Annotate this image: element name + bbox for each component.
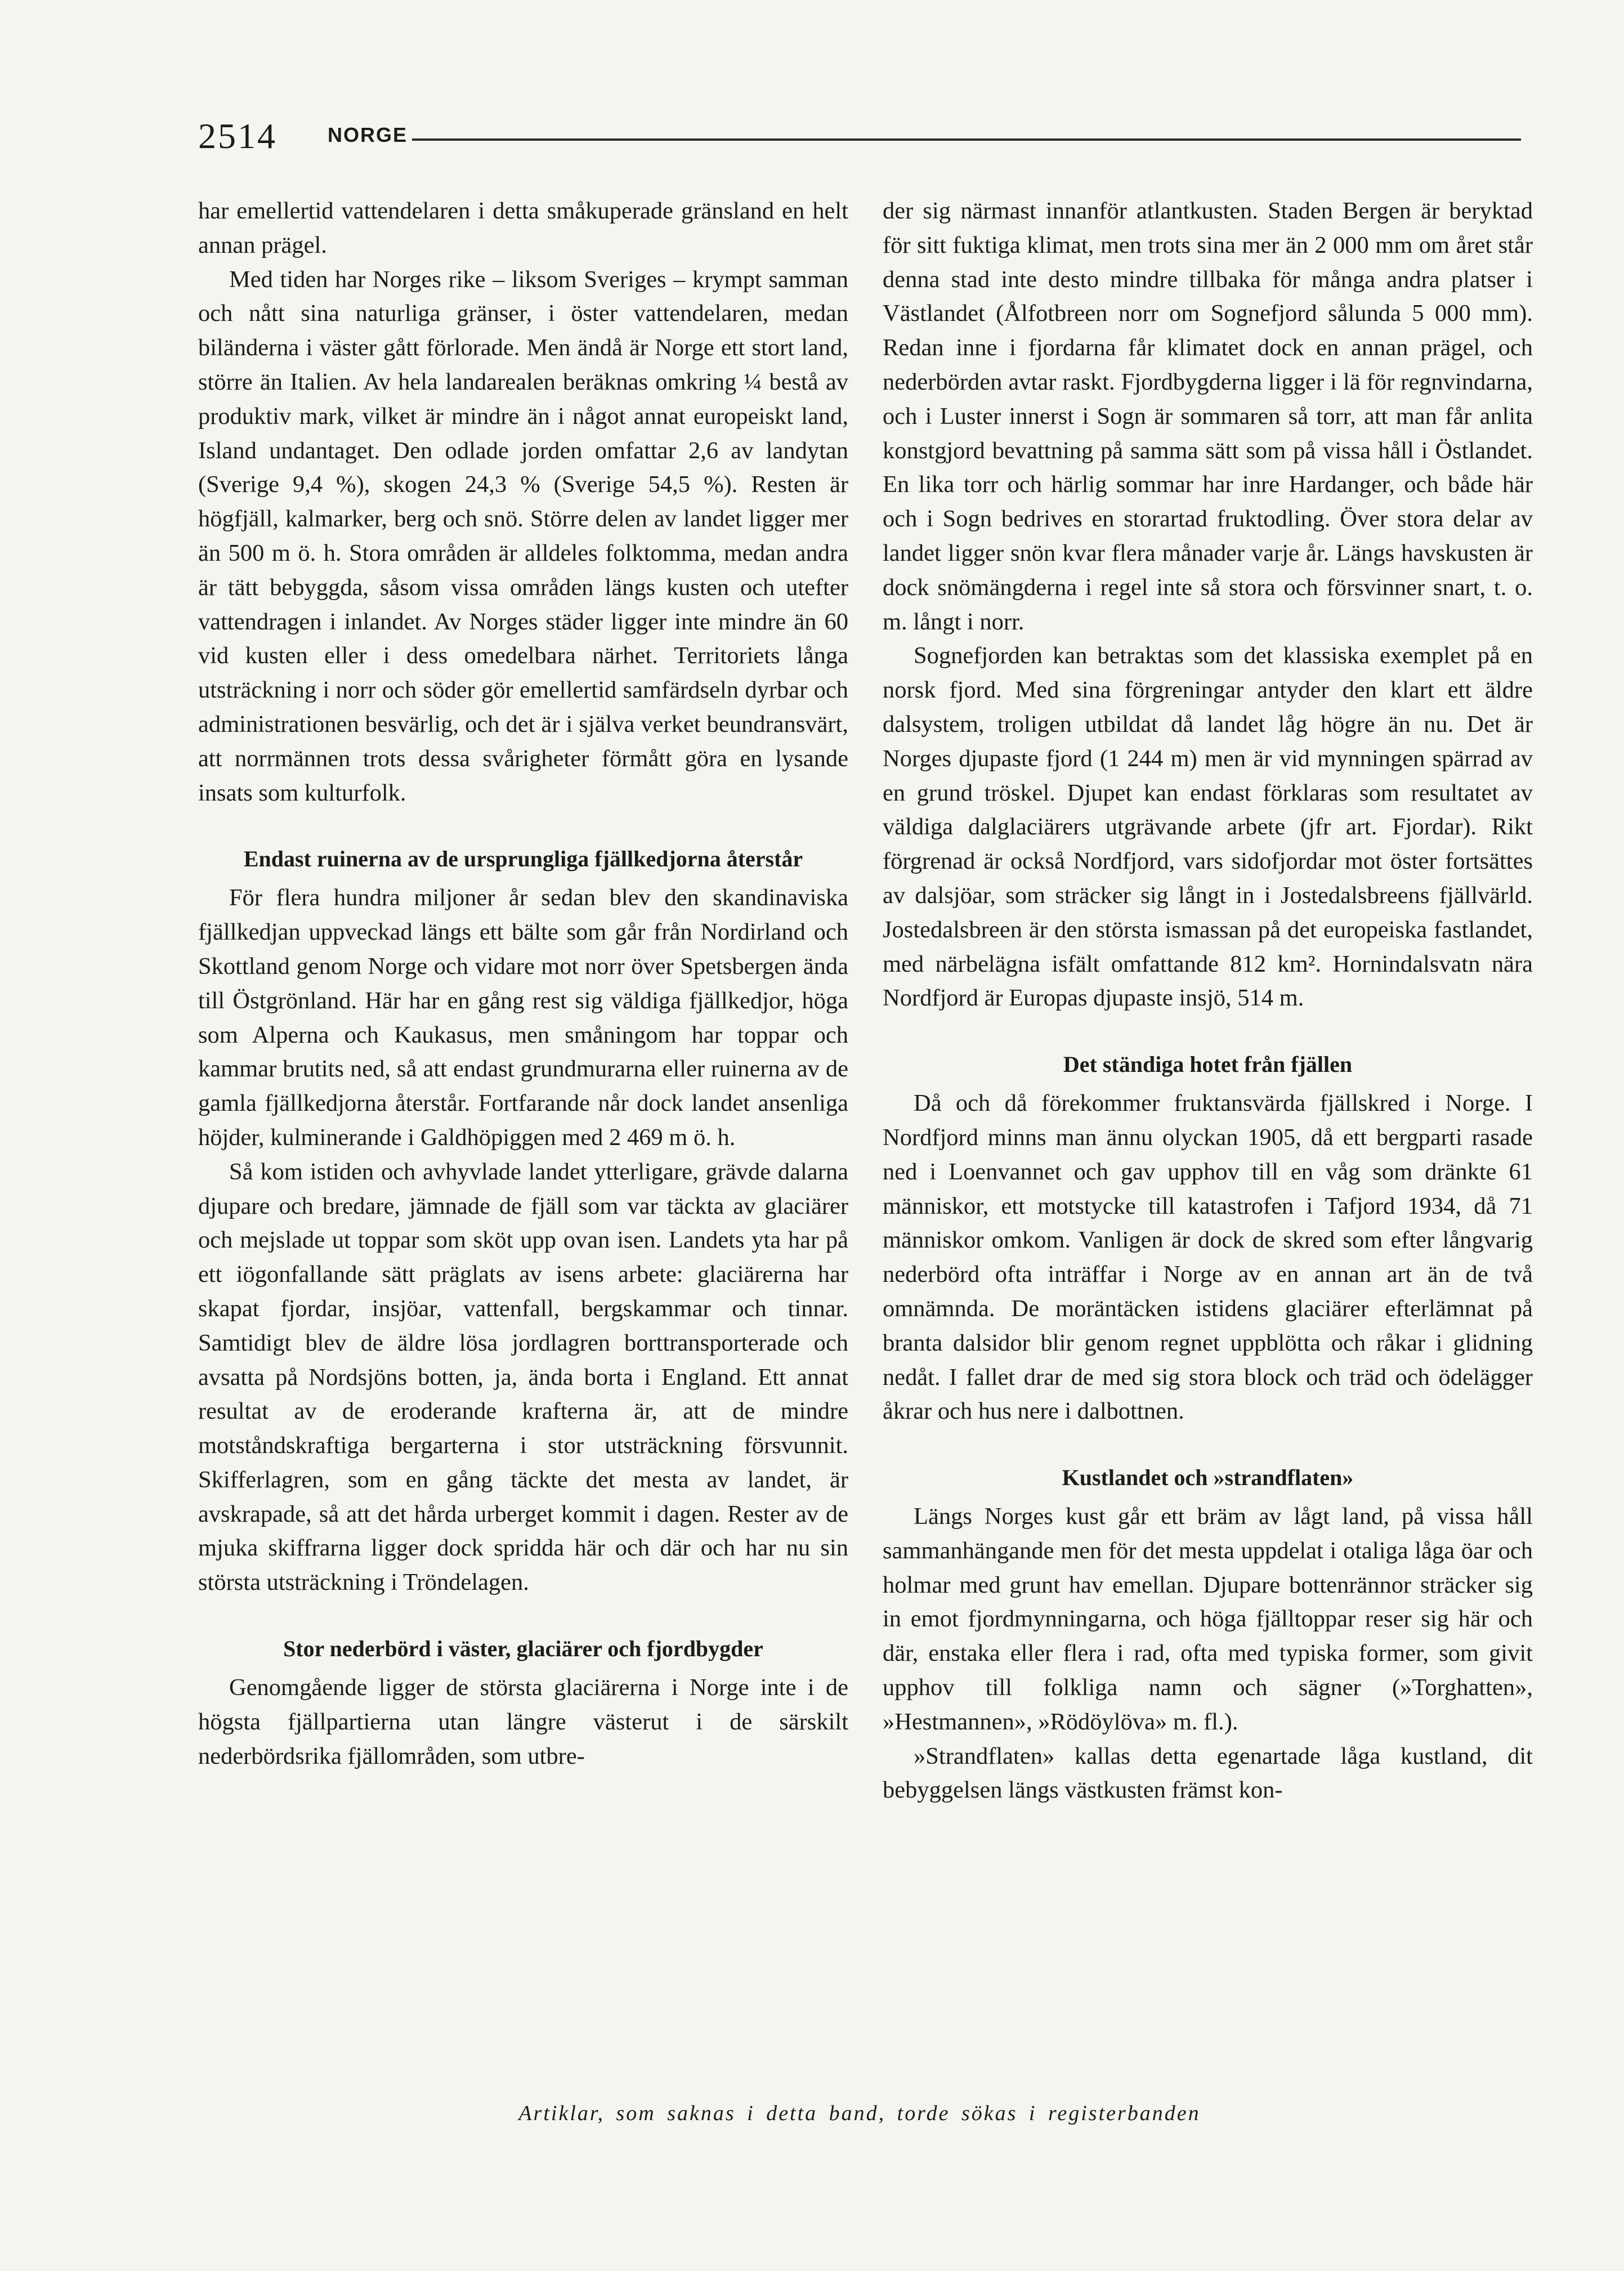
section-heading: Det ständiga hotet från fjällen [1063,1052,1353,1078]
left-column [198,194,848,1773]
paragraph: Med tiden har Norges rike – liksom Sveriges – krympt samman och nått sina naturliga gränser, i öster vattendelaren, medan biländerna i väster gått förlorade. Men ändå är Norge ett stort land, större än Italien. Av hela landarealen beräknas omkring ¼ bestå av produktiv mark, vilket är mindre än i något annat europeiskt land, Island undantaget. Den odlade jorden omfattar 2,6 av landytan (Sverige 9,4 %), skogen 24,3 % (Sverige 54,5 %). Resten är högfjäll, kalmarker, berg och snö. Större delen av landet ligger mer än 500 m ö. h. Stora områden är alldeles folktomma, medan andra är tätt bebyggda, såsom vissa områden längs kusten och utefter vattendragen i inlandet. Av Norges städer ligger inte mindre än 60 vid kusten eller i dess omedelbara närhet. Territoriets långa utsträckning i norr och söder gör emellertid samfärdseln dyrbar och administrationen besvärlig, och det är i själva verket beundransvärt, att norrmännen trots dessa svårigheter förmått göra en lysande insats som kulturfolk. [198,266,848,806]
header-rule [412,138,1521,141]
paragraph: För flera hundra miljoner år sedan blev den skandinaviska fjällkedjan uppveckad längs ett bälte som går från Nordirland och Skottland genom Norge och vidare mot norr över Spetsbergen ända till Östgrönland. Här har en gång rest sig väldiga fjällkedjor, höga som Alperna och Kaukasus, men småningom har toppar och kammar brutits ned, så att endast grundmurarna eller ruinerna av de gamla fjällkedjorna återstår. Fortfarande når dock landet ansenliga höjder, kulminerande i Galdhöpiggen med 2 469 m ö. h. [198,884,848,1151]
page-header [198,115,1521,160]
section-heading: Stor nederbörd i väster, glaciärer och fjordbygder [283,1636,763,1662]
paragraph: der sig närmast innanför atlantkusten. Staden Bergen är beryktad för sitt fuktiga klimat, men trots sina mer än 2 000 mm om året står denna stad inte desto mindre tillbaka för många andra platser i Västlandet (Ålfotbreen norr om Sognefjord sålunda 5 000 mm). Redan inne i fjordarna får klimatet dock en annan prägel, och nederbörden avtar raskt. Fjordbygderna ligger i lä för regnvindarna, och i Luster innerst i Sogn är sommaren så torr, att man får anlita konstgjord bevattning på samma sätt som på vissa håll i Östlandet. En lika torr och härlig sommar har inre Hardanger, och både här och i Sogn bedrives en storartad fruktodling. Över stora delar av landet ligger snön kvar flera månader varje år. Längs havskusten är dock snömängderna i regel inte så stora och försvinner snart, t. o. m. långt i norr. [883,198,1533,635]
page-number: 2514 [198,116,277,156]
paragraph: Längs Norges kust går ett bräm av lågt land, på vissa håll sammanhängande men för det mesta uppdelat i otaliga låga öar och holmar med grunt hav emellan. Djupare bottenrännor sträcker sig in emot fjordmynningarna, och höga fjälltoppar reser sig här och där, enstaka eller flera i rad, ofta med typiska former, som givit upphov till folkliga namn och sägner (»Torghatten», »Hestmannen», »Rödöylöva» m. fl.). [883,1503,1533,1735]
paragraph: »Strandflaten» kallas detta egenartade låga kustland, dit bebyggelsen längs västkusten främst kon- [883,1742,1533,1804]
right-column [883,194,1533,1808]
footer-note: Artiklar, som saknas i detta band, torde sökas i registerbanden [518,2102,1201,2125]
paragraph: Genomgående ligger de största glaciärerna i Norge inte i de högsta fjällpartierna utan längre västerut i de särskilt nederbördsrika fjällområden, som utbre- [198,1674,848,1769]
section-heading: Kustlandet och »strandflaten» [1062,1465,1354,1491]
section-heading: Endast ruinerna av de ursprungliga fjällkedjorna återstår [243,846,803,872]
paragraph: Sognefjorden kan betraktas som det klassiska exemplet på en norsk fjord. Med sina förgreningar antyder den klart ett äldre dalsystem, troligen utbildat då landet låg högre än nu. Det är Norges djupaste fjord (1 244 m) men är vid mynningen spärrad av en grund tröskel. Djupet kan endast förklaras som resultatet av väldiga dalglaciärers utgrävande arbete (jfr art. Fjordar). Rikt förgrenad är också Nordfjord, vars sidofjordar mot öster fortsättes av dalsjöar, som sträcker sig långt in i Jostedalsbreens fjällvärld. Jostedalsbreen är den största ismassan på det europeiska fastlandet, med närbelägna isfält omfattande 812 km². Hornindalsvatn nära Nordfjord är Europas djupaste insjö, 514 m. [883,642,1533,1012]
paragraph: Så kom istiden och avhyvlade landet ytterligare, grävde dalarna djupare och bredare, jämnade de fjäll som var täckta av glaciärer och mejslade ut toppar som sköt upp ovan isen. Landets yta har på ett iögonfallande sätt präglats av isens arbete: glaciärerna har skapat fjordar, insjöar, vattenfall, bergskammar och tinnar. Samtidigt blev de äldre lösa jordlagren borttransporterade och avsatta på Nordsjöns botten, ja, ända borta i England. Ett annat resultat av de eroderande krafterna är, att de mindre motståndskraftiga bergarterna i stor utsträckning försvunnit. Skifferlagren, som en gång täckte det mesta av landet, är avskrapade, så att det hårda urberget kommit i dagen. Rester av de mjuka skiffrarna ligger dock spridda här och där och har nu sin största utsträckning i Tröndelagen. [198,1158,848,1596]
paragraph: har emellertid vattendelaren i detta småkuperade gränsland en helt annan prägel. [198,198,848,258]
running-head: NORGE [328,123,408,146]
paragraph: Då och då förekommer fruktansvärda fjällskred i Norge. I Nordfjord minns man ännu olyckan 1905, då ett bergparti rasade ned i Loenvannet och gav upphov till en våg som dränkte 61 människor, ett motstycke till katastrofen i Tafjord 1934, då 71 människor omkom. Vanligen är dock de skred som efter långvarig nederbörd ofta inträffar i Norge av en annan art än de två omnämnda. De moräntäcken istidens glaciärer efterlämnat på branta dalsidor blir genom regnet uppblötta och råkar i glidning nedåt. I fallet drar de med sig stora block och träd och ödelägger åkrar och hus nere i dalbottnen. [883,1090,1533,1425]
